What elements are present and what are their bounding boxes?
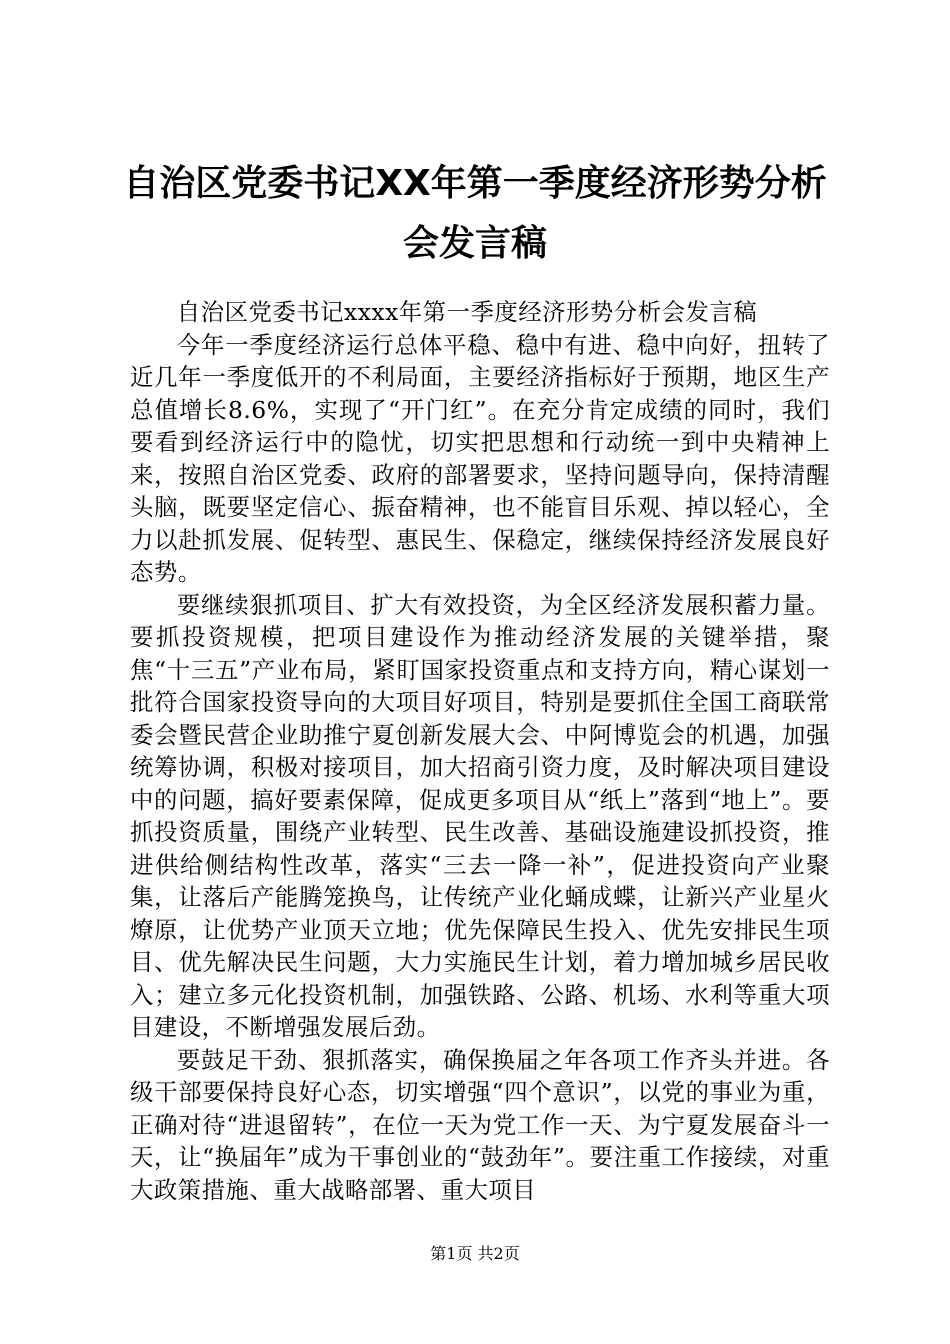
paragraph: 要鼓足干劲、狠抓落实，确保换届之年各项工作齐头并进。各级干部要保持良好心态，切实增强“四个意识”，以党的事业为重，正确对待“进退留转”，在位一天为党工作一天、为宁夏发展奋斗一天，让“换届年”成为干事创业的“鼓劲年”。要注重工作接续，对重大政策措施、重大战略部署、重大项目 — [130, 1045, 830, 1204]
document-title-line-1: 自治区党委书记XX年第一季度经济形势分析 — [123, 163, 827, 204]
document-body — [130, 296, 830, 1206]
paragraph-subtitle: 自治区党委书记xxxx年第一季度经济形势分析会发言稿 — [176, 298, 758, 326]
paragraph: 要继续狠抓项目、扩大有效投资，为全区经济发展积蓄力量。要抓投资规模，把项目建设作为推动经济发展的关键举措，聚焦“十三五”产业布局，紧盯国家投资重点和支持方向，精心谋划一批符合国家投资导向的大项目好项目，特别是要抓住全国工商联常委会暨民营企业助推宁夏创新发展大会、中阿博览会的机遇，加强统筹协调，积极对接项目，加大招商引资力度，及时解决项目建设中的问题，搞好要素保障，促成更多项目从“纸上”落到“地上”。要抓投资质量，围绕产业转型、民生改善、基础设施建设抓投资，推进供给侧结构性改革，落实“三去一降一补”，促进投资向产业聚集，让落后产能腾笼换鸟，让传统产业化蛹成蝶，让新兴产业星火燎原，让优势产业顶天立地；优先保障民生投入、优先安排民生项目、优先解决民生问题，大力实施民生计划，着力增加城乡居民收入；建立多元化投资机制，加强铁路、公路、机场、水利等重大项目建设，不断增强发展后劲。 — [130, 590, 830, 1041]
document-title-line-2: 会发言稿 — [402, 223, 547, 264]
page-number-footer: 第1页 共2页 — [430, 1244, 520, 1263]
paragraph: 今年一季度经济运行总体平稳、稳中有进、稳中向好，扭转了近几年一季度低开的不利局面，主要经济指标好于预期，地区生产总值增长8.6%，实现了“开门红”。在充分肯定成绩的同时，我们要看到经济运行中的隐忧，切实把思想和行动统一到中央精神上来，按照自治区党委、政府的部署要求，坚持问题导向，保持清醒头脑，既要坚定信心、振奋精神，也不能盲目乐观、掉以轻心，全力以赴抓发展、促转型、惠民生、保稳定，继续保持经济发展良好态势。 — [130, 330, 830, 586]
